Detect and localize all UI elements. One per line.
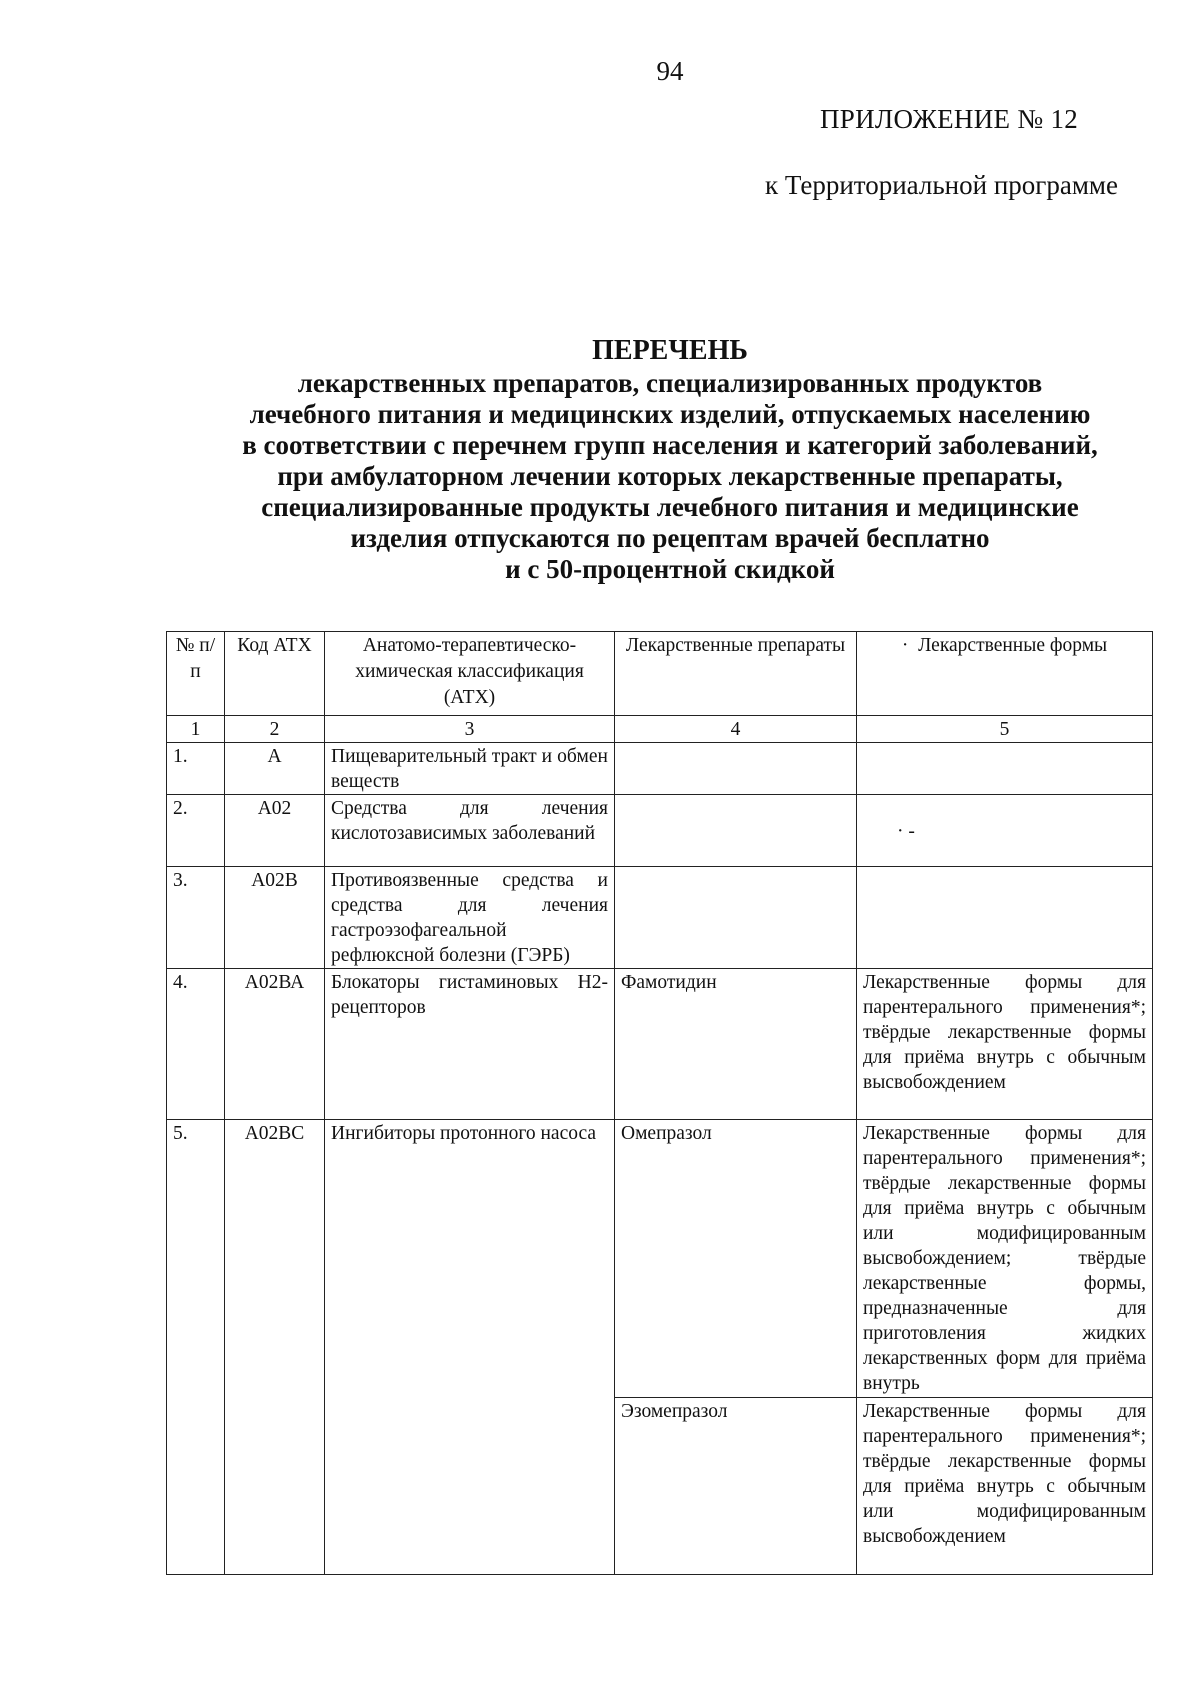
dosage-forms: · - [857,795,1153,867]
subtitle-line: при амбулаторном лечении которых лекарственные препараты, [277,461,1063,491]
column-number: 3 [325,716,615,743]
atc-code: А02В [225,867,325,969]
column-number: 5 [857,716,1153,743]
atc-group: Противоязвенные средства и средства для лечения гастроэзофагеальной рефлюксной болезни (ГЭРБ) [325,867,615,969]
table-row [167,867,1153,969]
column-number-row [167,716,1153,743]
atc-code: А [225,743,325,795]
table-row [167,1398,1153,1575]
document-title: ПЕРЕЧЕНЬ [592,335,748,366]
appendix-label: ПРИЛОЖЕНИЕ № 12 [820,104,1079,134]
medications-table [166,631,1153,1575]
atc-code: А02ВА [225,969,325,1120]
row-number [167,1398,225,1575]
header-dosage-forms [857,632,1153,716]
atc-group: Блокаторы гистаминовых Н2-рецепторов [325,969,615,1120]
header-medications: Лекарственные препараты [615,632,857,716]
subtitle-line: в соответствии с перечнем групп населения и категорий заболеваний, [242,430,1098,460]
subtitle-line: лечебного питания и медицинских изделий, отпускаемых населению [249,399,1091,429]
header-atc-classification: Анатомо-терапевтическо-химическая классификация (АТХ) [325,632,615,716]
drug-name: Эзомепразол [615,1398,857,1575]
table-row [167,969,1153,1120]
row-number: 1. [167,743,225,795]
drug-name [615,795,857,867]
atc-group: Ингибиторы протонного насоса [325,1120,615,1398]
row-number: 5. [167,1120,225,1398]
subtitle-line: специализированные продукты лечебного питания и медицинские [261,492,1079,522]
document-title-block [170,335,1170,585]
column-number: 4 [615,716,857,743]
atc-group: Пищеварительный тракт и обмен веществ [325,743,615,795]
scan-mark: · [901,635,909,656]
subtitle-line: лекарственных препаратов, специализированных продуктов [297,368,1043,398]
dosage-forms: Лекарственные формы для парентерального применения*; твёрдые лекарственные формы для приёма внутрь с обычным или модифицированным высвобождением; твёрдые лекарственные формы, предназначенные для приготовления жидких лекарственных форм для приёма внутрь [857,1120,1153,1398]
subtitle-line: изделия отпускаются по рецептам врачей бесплатно [350,523,990,553]
program-reference: к Территориальной программе [765,170,1118,200]
header-number: № п/п [167,632,225,716]
atc-group [325,1398,615,1575]
drug-name [615,867,857,969]
row-number: 2. [167,795,225,867]
row-number: 3. [167,867,225,969]
header-dosage-forms-label: Лекарственные формы [918,635,1108,656]
table-row [167,743,1153,795]
column-number: 2 [225,716,325,743]
row-number: 4. [167,969,225,1120]
table-header-row [167,632,1153,716]
table-row [167,795,1153,867]
subtitle-line: и с 50-процентной скидкой [505,554,835,584]
drug-name [615,743,857,795]
atc-code [225,1398,325,1575]
dosage-forms [857,743,1153,795]
dosage-forms [857,867,1153,969]
page-number: 94 [656,56,684,86]
atc-group: Средства для лечения кислотозависимых заболеваний [325,795,615,867]
dosage-forms: Лекарственные формы для парентерального применения*; твёрдые лекарственные формы для приёма внутрь с обычным высвобождением [857,969,1153,1120]
atc-code: А02 [225,795,325,867]
table-row [167,1120,1153,1398]
drug-name: Фамотидин [615,969,857,1120]
dosage-forms: Лекарственные формы для парентерального применения*; твёрдые лекарственные формы для приёма внутрь с обычным или модифицированным высвобождением [857,1398,1153,1575]
atc-code: А02ВС [225,1120,325,1398]
column-number: 1 [167,716,225,743]
header-atc-code: Код АТХ [225,632,325,716]
drug-name: Омепразол [615,1120,857,1398]
